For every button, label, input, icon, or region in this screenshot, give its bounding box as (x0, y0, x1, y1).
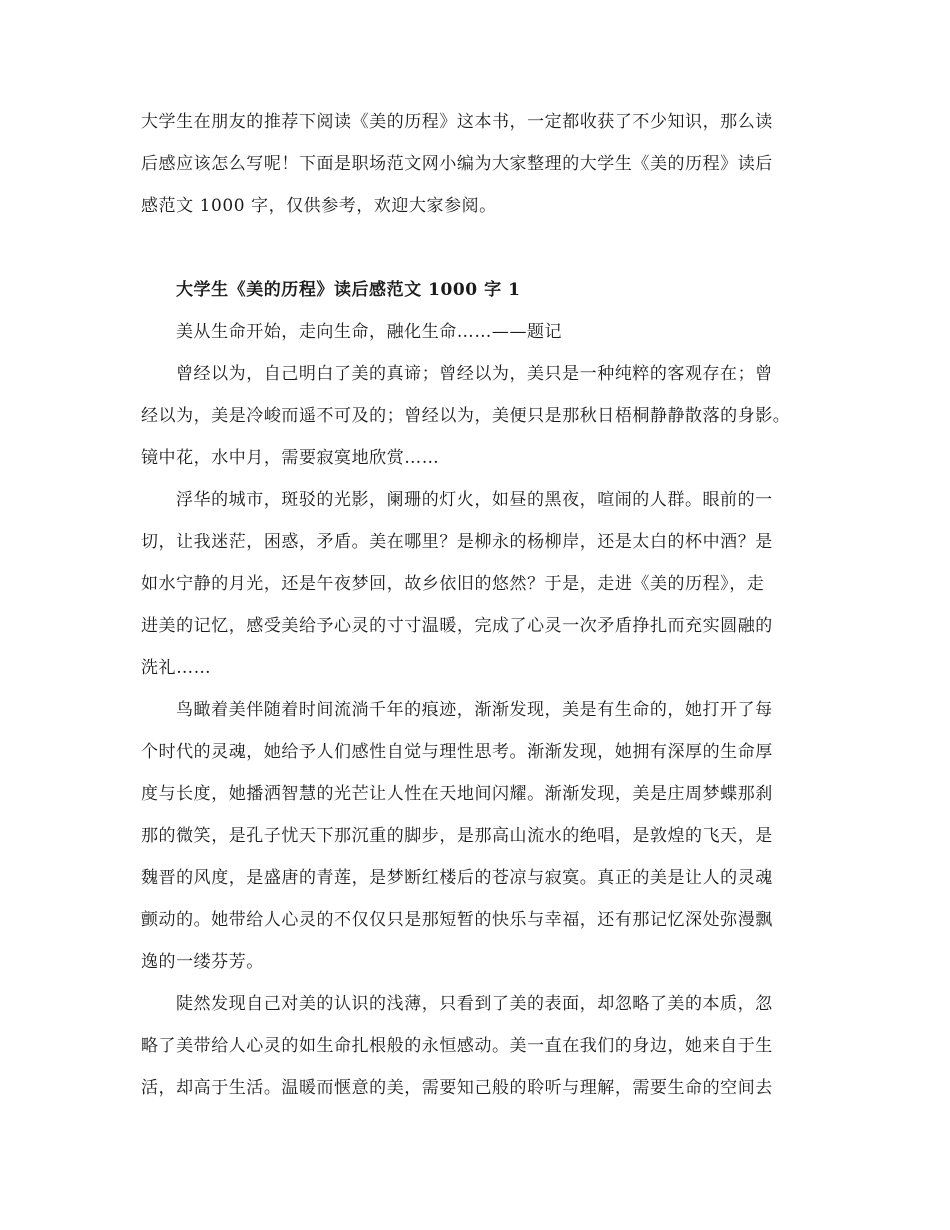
text-line: 活，却高于生活。温暖而惬意的美，需要知己般的聆听与理解，需要生命的空间去 (141, 1078, 773, 1098)
intro-paragraph (141, 109, 815, 235)
text-line: 切，让我迷茫，困惑，矛盾。美在哪里？是柳永的杨柳岸，还是太白的杯中酒？是 (141, 532, 773, 552)
text-line: 后感应该怎么写呢！下面是职场范文网小编为大家整理的大学生《美的历程》读后 (141, 154, 773, 174)
text-line: 鸟瞰着美伴随着时间流淌千年的痕迹，渐渐发现，美是有生命的，她打开了每 (176, 700, 773, 720)
text-line: 逸的一缕芬芳。 (141, 952, 264, 972)
text-line: 曾经以为，自己明白了美的真谛；曾经以为，美只是一种纯粹的客观存在；曾 (176, 364, 773, 384)
text-line: 颤动的。她带给人心灵的不仅仅只是那短暂的快乐与幸福，还有那记忆深处弥漫飘 (141, 910, 773, 930)
epigraph-paragraph (141, 319, 815, 361)
body-paragraph (141, 487, 815, 697)
text-line: 陡然发现自己对美的认识的浅薄，只看到了美的表面，却忽略了美的本质，忽 (176, 994, 773, 1014)
text-line: 如水宁静的月光，还是午夜梦回，故乡依旧的悠然？于是，走进《美的历程》，走 (141, 574, 765, 594)
text-line: 镜中花，水中月，需要寂寞地欣赏…… (141, 448, 440, 468)
body-paragraph (141, 697, 815, 991)
text-line: 进美的记忆，感受美给予心灵的寸寸温暖，完成了心灵一次矛盾挣扎而充实圆融的 (141, 616, 773, 636)
text-line: 略了美带给人心灵的如生命扎根般的永恒感动。美一直在我们的身边，她来自于生 (141, 1036, 773, 1056)
text-line: 美从生命开始，走向生命，融化生命……——题记 (176, 322, 563, 342)
text-line: 感范文 1000 字，仅供参考，欢迎大家参阅。 (141, 196, 497, 216)
section-heading: 大学生《美的历程》读后感范文 1000 字 1 (176, 280, 521, 300)
body-paragraph (141, 361, 815, 487)
text-line: 那的微笑，是孔子忧天下那沉重的脚步，是那高山流水的绝唱，是敦煌的飞天，是 (141, 826, 773, 846)
text-line: 浮华的城市，斑驳的光影，阑珊的灯火，如昼的黑夜，喧闹的人群。眼前的一 (176, 490, 773, 510)
body-paragraph (141, 991, 815, 1117)
text-line: 度与长度，她播洒智慧的光芒让人性在天地间闪耀。渐渐发现，美是庄周梦蝶那刹 (141, 784, 773, 804)
text-line: 魏晋的风度，是盛唐的青莲，是梦断红楼后的苍凉与寂寞。真正的美是让人的灵魂 (141, 868, 773, 888)
document-body (141, 109, 815, 1117)
text-line: 个时代的灵魂，她给予人们感性自觉与理性思考。渐渐发现，她拥有深厚的生命厚 (141, 742, 773, 762)
text-line: 经以为，美是冷峻而遥不可及的；曾经以为，美便只是那秋日梧桐静静散落的身影。 (141, 406, 791, 426)
text-line: 洗礼…… (141, 658, 212, 678)
text-line: 大学生在朋友的推荐下阅读《美的历程》这本书，一定都收获了不少知识，那么读 (141, 112, 773, 132)
